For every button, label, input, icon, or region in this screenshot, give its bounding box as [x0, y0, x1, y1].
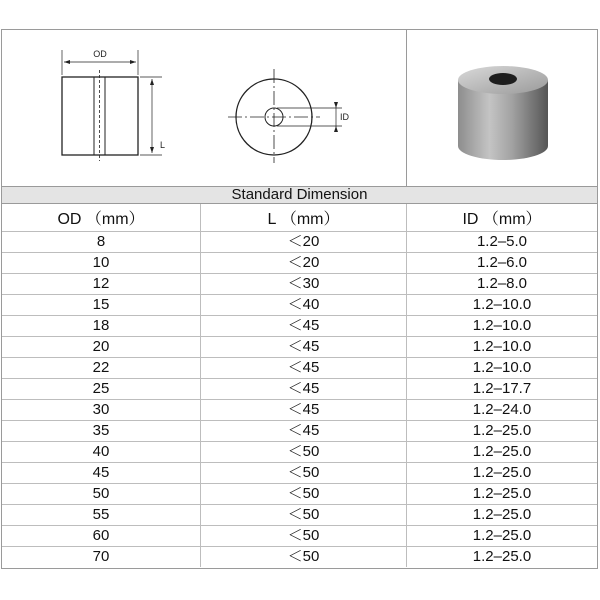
id-cell: 1.2–25.0: [407, 484, 598, 505]
bushing-render: [407, 30, 598, 186]
l-cell: ＜45: [201, 337, 407, 358]
table-row: [2, 337, 597, 358]
table-row: [2, 274, 597, 295]
product-photo: [406, 30, 598, 186]
od-cell: 25: [2, 379, 201, 400]
od-cell: 35: [2, 421, 201, 442]
od-cell: 40: [2, 442, 201, 463]
id-cell: 1.2–10.0: [407, 295, 598, 316]
table-row: [2, 442, 597, 463]
od-cell: 30: [2, 400, 201, 421]
l-cell: ＜45: [201, 316, 407, 337]
l-cell: ＜50: [201, 484, 407, 505]
technical-drawing: [2, 30, 406, 186]
table-row: [2, 526, 597, 547]
dimension-table: [2, 204, 597, 567]
dimension-sheet: [1, 29, 598, 569]
id-cell: 1.2–25.0: [407, 442, 598, 463]
id-cell: 1.2–25.0: [407, 421, 598, 442]
id-cell: 1.2–25.0: [407, 463, 598, 484]
l-cell: ＜50: [201, 526, 407, 547]
od-cell: 70: [2, 547, 201, 568]
l-cell: ＜20: [201, 253, 407, 274]
l-cell: ＜45: [201, 358, 407, 379]
od-cell: 45: [2, 463, 201, 484]
id-cell: 1.2–10.0: [407, 337, 598, 358]
l-cell: ＜50: [201, 463, 407, 484]
od-cell: 60: [2, 526, 201, 547]
l-cell: ＜30: [201, 274, 407, 295]
table-row: [2, 463, 597, 484]
id-cell: 1.2–17.7: [407, 379, 598, 400]
l-cell: ＜40: [201, 295, 407, 316]
table-row: [2, 505, 597, 526]
end-view: [228, 69, 350, 163]
l-cell: ＜50: [201, 547, 407, 568]
id-cell: 1.2–25.0: [407, 526, 598, 547]
od-cell: 20: [2, 337, 201, 358]
table-row: [2, 421, 597, 442]
table-row: [2, 547, 597, 568]
id-cell: 1.2–10.0: [407, 358, 598, 379]
l-cell: ＜50: [201, 442, 407, 463]
od-cell: 55: [2, 505, 201, 526]
l-cell: ＜50: [201, 505, 407, 526]
table-row: [2, 484, 597, 505]
od-cell: 10: [2, 253, 201, 274]
column-header-id: ID （mm）: [407, 204, 598, 232]
id-cell: 1.2–8.0: [407, 274, 598, 295]
id-dimension-label: ID: [340, 112, 349, 122]
od-cell: 18: [2, 316, 201, 337]
od-cell: 8: [2, 232, 201, 253]
table-title: Standard Dimension: [2, 186, 597, 204]
side-view: [62, 49, 165, 161]
table-row: [2, 316, 597, 337]
table-row: [2, 379, 597, 400]
l-cell: ＜45: [201, 421, 407, 442]
technical-drawing-svg: [2, 30, 406, 186]
table-row: [2, 295, 597, 316]
id-cell: 1.2–24.0: [407, 400, 598, 421]
id-cell: 1.2–5.0: [407, 232, 598, 253]
l-dimension-label: L: [160, 140, 166, 150]
table-row: [2, 253, 597, 274]
od-cell: 12: [2, 274, 201, 295]
l-cell: ＜45: [201, 379, 407, 400]
l-cell: ＜20: [201, 232, 407, 253]
column-header-od: OD （mm）: [2, 204, 201, 232]
id-cell: 1.2–6.0: [407, 253, 598, 274]
l-cell: ＜45: [201, 400, 407, 421]
od-cell: 22: [2, 358, 201, 379]
od-dimension-label: OD: [93, 49, 107, 59]
id-cell: 1.2–10.0: [407, 316, 598, 337]
table-row: [2, 400, 597, 421]
table-row: [2, 232, 597, 253]
od-cell: 50: [2, 484, 201, 505]
table-row: [2, 358, 597, 379]
diagram-row: [2, 30, 597, 186]
id-cell: 1.2–25.0: [407, 547, 598, 568]
column-header-l: L （mm）: [201, 204, 407, 232]
od-cell: 15: [2, 295, 201, 316]
id-cell: 1.2–25.0: [407, 505, 598, 526]
table-header-row: [2, 204, 597, 232]
